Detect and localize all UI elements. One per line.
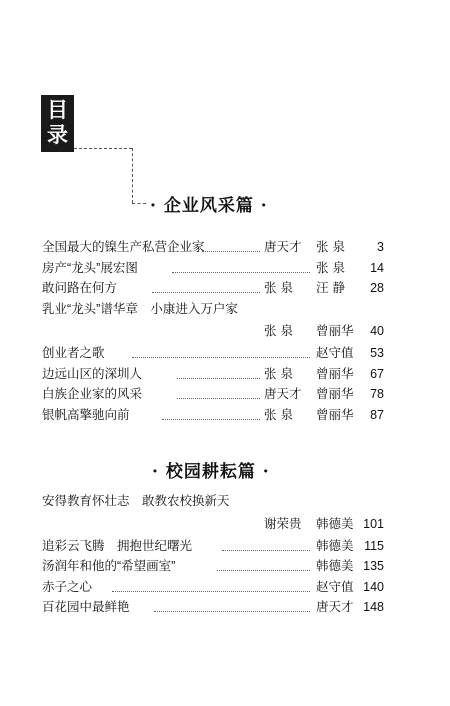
entry-page: 101	[363, 516, 384, 531]
toc-entry[interactable]	[42, 556, 384, 577]
entry-title: 乳业“龙头”谱华章 小康进入万户家	[42, 301, 238, 316]
toc-entry[interactable]	[42, 364, 384, 385]
toc-entry[interactable]	[42, 597, 384, 618]
entry-page: 3	[377, 240, 384, 254]
entry-author: 韩德美	[316, 537, 354, 553]
dashed-connector	[74, 148, 132, 149]
entry-title: 白族企业家的风采	[42, 387, 143, 401]
entry-author: 韩德美	[316, 515, 354, 531]
toc-entry[interactable]	[42, 237, 384, 258]
entry-title: 全国最大的镍生产私营企业家	[42, 240, 205, 254]
entry-author: 张 泉	[316, 239, 345, 254]
entry-title: 房产“龙头”展宏图	[42, 260, 138, 275]
dot-leader	[202, 251, 260, 252]
dot-leader	[162, 419, 260, 420]
dot-leader	[222, 550, 310, 551]
entry-author: 赵守值	[316, 578, 354, 594]
entry-author: 张 泉	[264, 323, 293, 338]
dot-leader	[152, 292, 260, 293]
entry-author: 唐天才	[264, 386, 302, 401]
toc-entry[interactable]	[42, 278, 384, 299]
toc-entry[interactable]	[42, 405, 384, 426]
entry-author: 韩德美	[316, 558, 354, 573]
entry-title: 边远山区的深圳人	[42, 366, 143, 381]
entry-title: 银帆高擎驰向前	[42, 407, 130, 422]
entry-author: 曾丽华	[316, 386, 354, 401]
toc-entry[interactable]	[42, 384, 384, 405]
entry-page: 148	[363, 600, 384, 614]
toc-entries-enterprise	[42, 237, 384, 425]
entry-page: 40	[370, 324, 384, 338]
section-title-campus: · 校园耕耘篇 ·	[152, 462, 270, 482]
entry-page: 78	[370, 387, 384, 401]
entry-title: 百花园中最鲜艳	[42, 600, 130, 614]
toc-entries-campus	[42, 491, 384, 618]
entry-page: 28	[370, 281, 384, 295]
entry-page: 53	[370, 346, 384, 360]
toc-badge	[41, 95, 74, 152]
dot-leader	[177, 378, 260, 379]
entry-title: 追彩云飞腾 拥抱世纪曙光	[42, 538, 193, 553]
section-title-enterprise: · 企业风采篇 ·	[150, 196, 268, 216]
toc-entry[interactable]	[42, 299, 384, 320]
toc-entry[interactable]	[42, 343, 384, 364]
entry-author: 汪 静	[316, 280, 345, 295]
dashed-connector	[132, 148, 133, 203]
entry-page: 135	[363, 559, 384, 573]
toc-entry[interactable]	[42, 536, 384, 557]
entry-author: 谢荣贵	[264, 515, 302, 531]
entry-page: 140	[363, 579, 384, 594]
entry-page: 115	[364, 538, 384, 553]
entry-page: 67	[370, 366, 384, 381]
entry-title: 创业者之歌	[42, 346, 105, 360]
entry-author: 曾丽华	[316, 365, 354, 381]
entry-title: 安得教育怀壮志 敢教农校换新天	[42, 494, 230, 508]
entry-author: 张 泉	[264, 365, 293, 381]
entry-author: 张 泉	[264, 280, 293, 295]
toc-badge-char-1: 目	[47, 98, 68, 122]
entry-author: 张 泉	[316, 259, 345, 275]
dot-leader	[112, 591, 310, 592]
entry-title: 汤润年和他的“希望画室”	[42, 559, 176, 573]
entry-author: 曾丽华	[316, 406, 354, 422]
toc-badge-char-2: 录	[47, 123, 68, 147]
entry-author: 唐天才	[316, 599, 354, 614]
dot-leader	[172, 272, 310, 273]
entry-author: 唐天才	[264, 239, 302, 254]
toc-entry[interactable]	[42, 491, 384, 512]
entry-author: 张 泉	[264, 406, 293, 422]
toc-entry[interactable]	[42, 319, 384, 343]
dot-leader	[132, 357, 310, 358]
entry-title: 敢问路在何方	[42, 281, 118, 295]
toc-entry[interactable]	[42, 512, 384, 536]
dot-leader	[154, 611, 310, 612]
entry-author: 曾丽华	[316, 323, 354, 338]
toc-entry[interactable]	[42, 258, 384, 279]
dashed-connector	[132, 203, 146, 204]
dot-leader	[177, 398, 260, 399]
toc-entry[interactable]	[42, 577, 384, 598]
entry-author: 赵守值	[316, 345, 354, 360]
dot-leader	[217, 570, 310, 571]
entry-page: 87	[370, 407, 384, 422]
entry-page: 14	[370, 260, 384, 275]
entry-title: 赤子之心	[42, 579, 93, 594]
